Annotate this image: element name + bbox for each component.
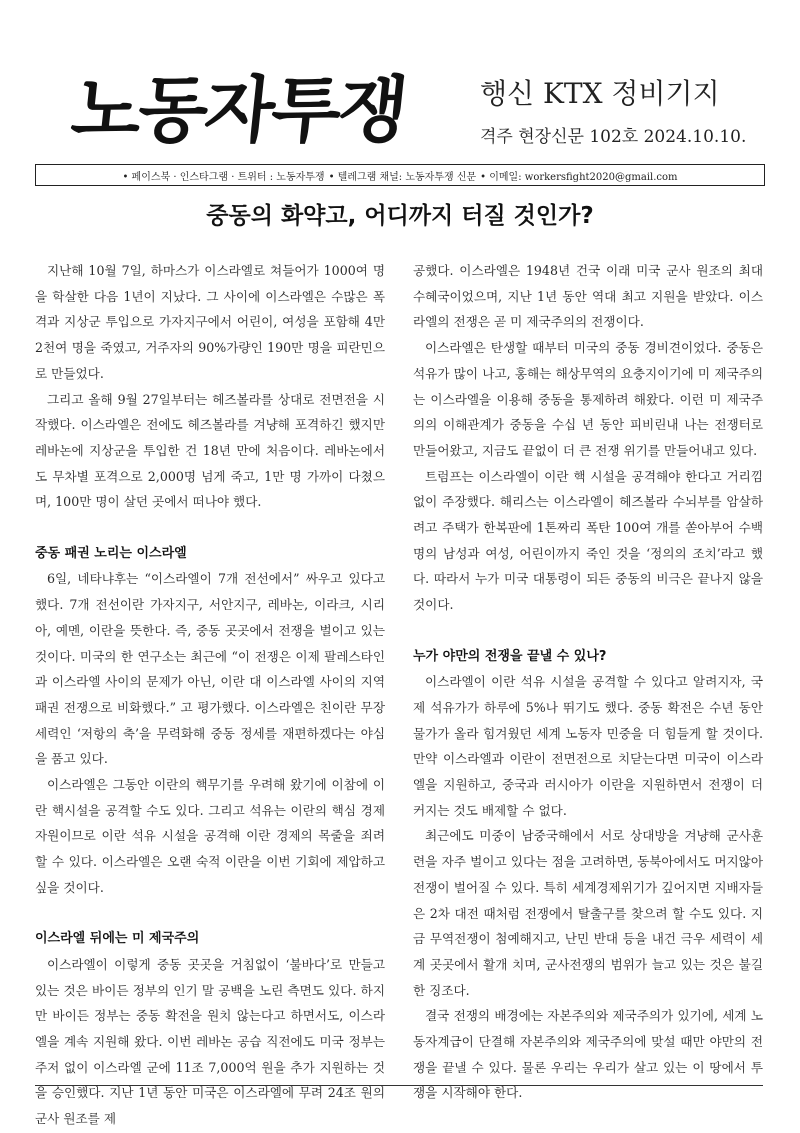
- section-heading: 이스라엘 뒤에는 미 제국주의: [35, 931, 200, 947]
- email-info: • 이메일: workersfight2020@gmail.com: [480, 171, 678, 183]
- paragraph: 이스라엘은 그동안 이란의 핵무기를 우려해 왔기에 이참에 이란 핵시설을 공격할 수도 있다. 그리고 석유는 이란의 핵심 경제 자원이므로 이란 석유 시설을 공격해 이란 경제의 목줄을 죄려 할 수 있다. 이스라엘은 오랜 숙적 이란을 이번 기회에 제압하고 싶을 것이다.: [35, 777, 385, 895]
- masthead-logo: [67, 60, 432, 160]
- issue-info: 격주 현장신문 102호 2024.10.10.: [480, 127, 747, 147]
- contact-bar: [35, 164, 765, 186]
- left-column: [35, 258, 385, 1132]
- paragraph: 공했다. 이스라엘은 1948년 건국 이래 미국 군사 원조의 최대 수혜국이었으며, 지난 1년 동안 역대 최고 지원을 받았다. 이스라엘의 전쟁은 곧 미 제국주의의 전쟁이다.: [413, 263, 763, 330]
- telegram-info: • 텔레그램 채널: 노동자투쟁 신문: [328, 171, 477, 183]
- section-heading: 누가 야만의 전쟁을 끝낼 수 있나?: [413, 648, 607, 664]
- paragraph: 지난해 10월 7일, 하마스가 이스라엘로 쳐들어가 1000여 명을 학살한 다음 1년이 지났다. 그 사이에 이스라엘은 수많은 폭격과 지상군 투입으로 가자지구에서 어린이, 여성을 포함해 4만2천여 명을 죽였고, 거주자의 90%가량인 190만 명을 피란민으로 만들었다.: [35, 263, 385, 381]
- paragraph: 6일, 네타냐후는 “이스라엘이 7개 전선에서” 싸우고 있다고 했다. 7개 전선이란 가자지구, 서안지구, 레바논, 이라크, 시리아, 예멘, 이란을 뜻한다. 즉, 중동 곳곳에서 전쟁을 벌이고 있는 것이다. 미국의 한 연구소는 최근에 “이 전쟁은 이제 팔레스타인과 이스라엘 사이의 문제가 아닌, 이란 대 이스라엘 사이의 지역 패권 전쟁으로 비화했다.” 고 평가했다. 이스라엘은 친이란 무장세력인 ‘저항의 축’을 무력화해 중동 정세를 재편하겠다는 야심을 품고 있다.: [35, 571, 385, 767]
- paragraph: 이스라엘이 이렇게 중동 곳곳을 거침없이 ‘불바다’로 만들고 있는 것은 바이든 정부의 인기 말 공백을 노린 측면도 있다. 하지만 바이든 정부는 중동 확전을 원치 않는다고 하면서도, 이스라엘을 계속 지원해 왔다. 이번 레바논 공습 직전에도 미국 정부는 주저 없이 이스라엘 군에 11조 7,000억 원을 추가 지원하는 것을 승인했다. 지난 1년 동안 미국은 이스라엘에 무려 24조 원의 군사 원조를 제: [35, 956, 385, 1127]
- paragraph: 결국 전쟁의 배경에는 자본주의와 제국주의가 있기에, 세계 노동자계급이 단결해 자본주의와 제국주의에 맞설 때만 야만의 전쟁을 끝낼 수 있다. 물론 우리는 우리가 살고 있는 이 땅에서 투쟁을 시작해야 한다.: [413, 1008, 763, 1101]
- logo-text: 노동자투쟁: [67, 68, 410, 152]
- right-column: [413, 258, 763, 1106]
- paragraph: 최근에도 미중이 남중국해에서 서로 상대방을 겨냥해 군사훈련을 자주 벌이고 있다는 점을 고려하면, 동북아에서도 머지않아 전쟁이 벌어질 수 있다. 특히 세계경제위기가 깊어지면 지배자들은 2차 대전 때처럼 전쟁에서 탈출구를 찾으려 할 수도 있다. 지금 무역전쟁이 첨예해지고, 난민 반대 등을 내건 극우 세력이 세계 곳곳에서 활개 치며, 군사전쟁의 범위가 늘고 있는 것은 불길한 징조다.: [413, 828, 763, 998]
- paragraph: 트럼프는 이스라엘이 이란 핵 시설을 공격해야 한다고 거리낌 없이 주장했다. 해리스는 이스라엘이 헤즈볼라 수뇌부를 암살하려고 주택가 한복판에 1톤짜리 폭탄 100여 개를 쏟아부어 수백 명의 남성과 여성, 어린이까지 죽인 것을 ‘정의의 조치’라고 했다. 따라서 누가 미국 대통령이 되든 중동의 비극은 끝나지 않을 것이다.: [413, 468, 763, 613]
- workplace-title: 행신 KTX 정비기지: [480, 77, 720, 110]
- paragraph: 이스라엘이 이란 석유 시설을 공격할 수 있다고 알려지자, 국제 석유가가 하루에 5%나 뛰기도 했다. 중동 확전은 수년 동안 물가가 올라 힘겨웠던 세계 노동자 민중을 더 힘들게 할 것이다. 만약 이스라엘과 이란이 전면전으로 치닫는다면 미국이 이스라엘을 지원하고, 중국과 러시아가 이란을 지원하면서 전쟁이 더 커지는 것도 배제할 수 없다.: [413, 674, 763, 818]
- paragraph: 이스라엘은 탄생할 때부터 미국의 중동 경비견이었다. 중동은 석유가 많이 나고, 홍해는 해상무역의 요충지이기에 미 제국주의는 이스라엘을 이용해 중동을 통제하려 해왔다. 이런 미 제국주의의 이해관계가 중동을 수십 년 동안 피비린내 나는 전쟁터로 만들어왔고, 지금도 끝없이 더 큰 전쟁 위기를 만들어내고 있다.: [413, 340, 763, 458]
- bottom-rule: [35, 1085, 763, 1086]
- sns-info: • 페이스북 · 인스타그램 · 트위터 : 노동자투쟁: [122, 171, 325, 183]
- paragraph: 그리고 올해 9월 27일부터는 헤즈볼라를 상대로 전면전을 시작했다. 이스라엘은 전에도 헤즈볼라를 겨냥해 포격하긴 했지만 레바논에 지상군을 투입한 건 18년 만에 처음이다. 레바논에서도 무차별 포격으로 2,000명 넘게 죽고, 1만 명 가까이 다쳤으며, 100만 명이 살던 곳에서 떠나야 했다.: [35, 391, 385, 510]
- article-headline: 중동의 화약고, 어디까지 터질 것인가?: [206, 203, 594, 229]
- section-heading: 중동 패권 노리는 이스라엘: [35, 545, 187, 561]
